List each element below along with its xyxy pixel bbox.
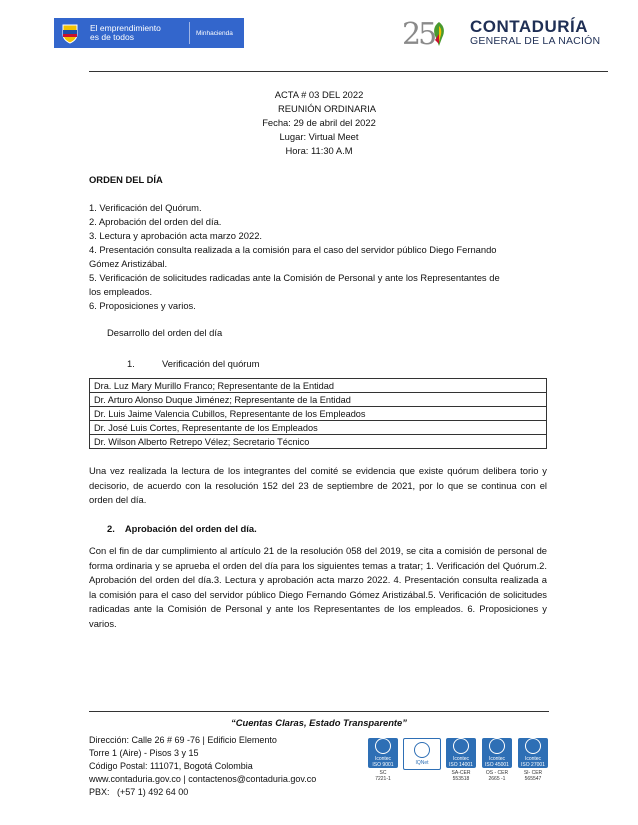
section1-number: 1. (127, 358, 135, 369)
member-cell: Dr. José Luis Cortes, Representante de los Empleados (90, 421, 547, 435)
meeting-date: Fecha: 29 de abril del 2022 (262, 117, 376, 128)
member-cell: Dra. Luz Mary Murillo Franco; Representante de la Entidad (90, 379, 547, 393)
table-row (90, 393, 547, 407)
agenda-item: 4. Presentación consulta realizada a la comisión para el caso del servidor público Diego Fernando (89, 244, 497, 255)
members-table (89, 378, 547, 449)
footer-postal: Código Postal: 111071, Bogotá Colombia (89, 761, 253, 771)
gov-slogan: El emprendimiento es de todos (90, 23, 161, 42)
member-cell: Dr. Arturo Alonso Duque Jiménez; Representante de la Entidad (90, 393, 547, 407)
table-row (90, 407, 547, 421)
agenda-item: 3. Lectura y aprobación acta marzo 2022. (89, 230, 263, 241)
entity-name: CONTADURÍA GENERAL DE LA NACIÓN (470, 17, 601, 47)
agenda-item: los empleados. (89, 286, 153, 297)
meeting-type: REUNIÓN ORDINARIA (278, 103, 376, 114)
leaf-icon (430, 20, 448, 48)
quorum-paragraph: Una vez realizada la lectura de los integrantes del comité se evidencia que existe quórum delibera torio y decisorio, de acuerdo con la resolución 152 del 23 de septiembre de 2021, por lo que se continua con el orden del día. (89, 465, 547, 505)
footer-divider (89, 711, 549, 712)
agenda-item: Gómez Aristizábal. (89, 258, 168, 269)
section2-paragraph: Con el fin de dar cumplimiento al artículo 21 de la resolución 058 del 2019, se cita a comisión de personal de forma ordinaria y se aprueba el orden del día para los siguientes temas a tratar; 1. Verificación del Quórum.2. Aprobación del orden del día.3. Lectura y aprobación acta marzo 2022. 4. Presentación consulta realizada a la comisión para el caso del servidor público Diego Fernando Gómez Aristizábal.5. Verificación de solicitudes radicadas ante la Comisión de Personal y ante los Representantes de los empleados. 6. Proposiciones y varios. (89, 545, 547, 629)
member-cell: Dr. Luis Jaime Valencia Cubillos, Representante de los Empleados (90, 407, 547, 421)
colombia-shield-icon (60, 22, 80, 44)
cert-seal-icon (525, 738, 541, 754)
footer-slogan: “Cuentas Claras, Estado Transparente” (231, 717, 407, 728)
agenda-item: 1. Verificación del Quórum. (89, 202, 202, 213)
footer-phone: PBX: (+57 1) 492 64 00 (89, 787, 189, 797)
table-row (90, 435, 547, 449)
act-number: ACTA # 03 DEL 2022 (274, 89, 364, 100)
gov-banner (54, 18, 244, 48)
footer-web[interactable]: www.contaduria.gov.co | contactenos@contaduria.gov.co (89, 774, 317, 784)
table-row (90, 421, 547, 435)
cert-seal-icon (453, 738, 469, 754)
section1-title: Verificación del quórum (162, 358, 260, 369)
anniversary-number: 25 (402, 16, 435, 52)
cert-badge: Icontec ISO 27001 SI- CER 565547 (518, 738, 548, 782)
meeting-place: Lugar: Virtual Meet (279, 131, 359, 142)
iqnet-globe-icon (414, 742, 430, 758)
meeting-time: Hora: 11:30 A.M (285, 145, 353, 156)
cert-badge: IQNet (404, 738, 440, 770)
entity-logo (402, 16, 634, 52)
ministry-name: Minhacienda (196, 29, 233, 37)
footer-tower: Torre 1 (Aire) - Pisos 3 y 15 (89, 748, 199, 758)
gov-separator (189, 22, 190, 44)
cert-badge: Icontec ISO 14001 SA-CER 553518 (446, 738, 476, 782)
section2-title: 2. Aprobación del orden del día. (107, 523, 257, 534)
table-row (90, 379, 547, 393)
member-cell: Dr. Wilson Alberto Retrepo Vélez; Secretario Técnico (90, 435, 547, 449)
header-divider (89, 71, 608, 72)
cert-seal-icon (375, 738, 391, 754)
agenda-title: ORDEN DEL DÍA (89, 174, 163, 185)
agenda-item: 6. Proposiciones y varios. (89, 300, 196, 311)
agenda-item: 5. Verificación de solicitudes radicadas ante la Comisión de Personal y ante los Representantes de (89, 272, 500, 283)
cert-seal-icon (489, 738, 505, 754)
development-title: Desarrollo del orden del día (107, 327, 223, 338)
agenda-item: 2. Aprobación del orden del día. (89, 216, 222, 227)
footer-address: Dirección: Calle 26 # 69 -76 | Edificio Elemento (89, 735, 277, 745)
cert-badge: Icontec ISO 9001 SC 7221-1 (368, 738, 398, 782)
cert-badge: Icontec ISO 45001 OS - CER 2665 -1 (482, 738, 512, 782)
